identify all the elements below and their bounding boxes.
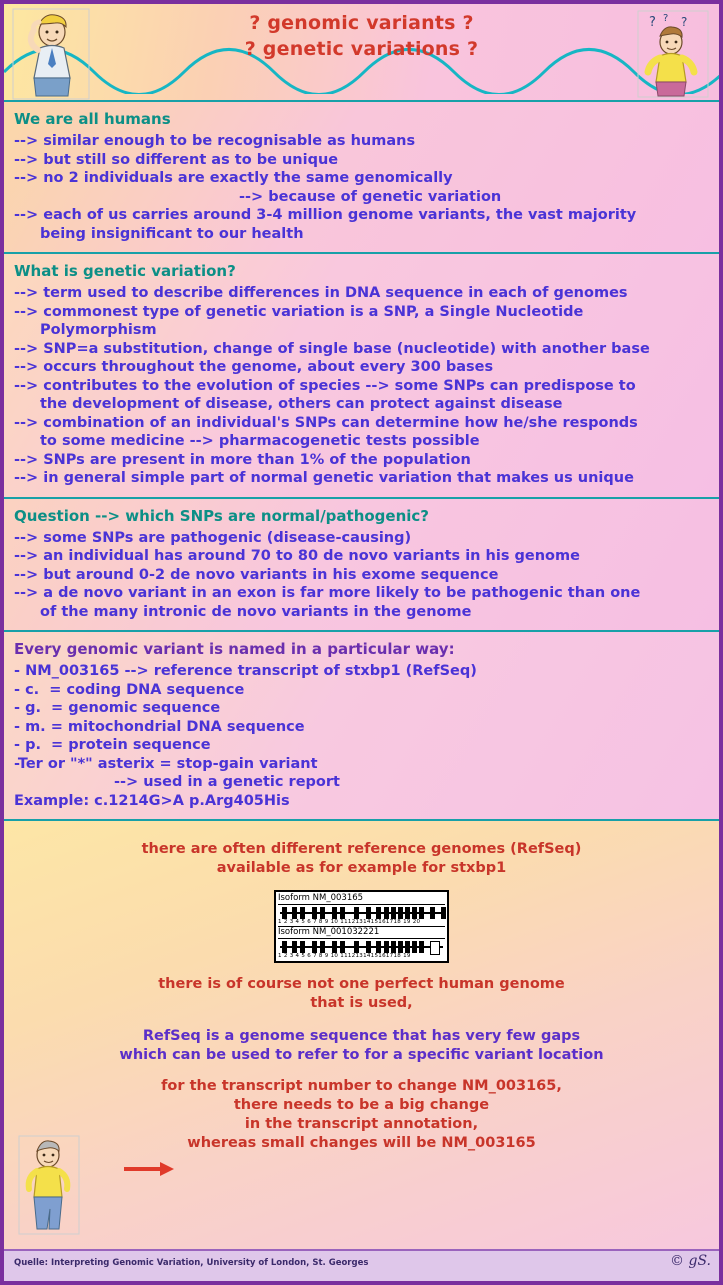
exon [384, 941, 389, 953]
section-refseq-explanation [4, 819, 719, 1251]
exon [354, 941, 359, 953]
exon [292, 907, 297, 919]
section-3-line-1: --> some SNPs are pathogenic (disease-causing) [14, 529, 412, 546]
bottom-red-block-3 [14, 1077, 709, 1153]
section-4-line-8: Example: c.1214G>A p.Arg405His [14, 792, 290, 809]
section-2-line-3: Polymorphism [40, 322, 157, 338]
footer-bar [4, 1249, 719, 1281]
isoform-2-label: Isoform NM_001032221 [278, 926, 445, 939]
exon [398, 907, 403, 919]
exon [419, 907, 424, 919]
section-3-line-5: of the many intronic de novo variants in the genome [40, 603, 472, 620]
section-2-line-4: --> SNP=a substitution, change of single base (nucleotide) with another base [14, 340, 650, 357]
section-4-heading: Every genomic variant is named in a particular way: [14, 640, 455, 658]
header-title-line1: ? genomic variants ? [249, 12, 474, 34]
exon [441, 907, 446, 919]
bottom-red-1-line-2: available as for example for stxbp1 [216, 860, 507, 876]
section-2-heading: What is genetic variation? [14, 262, 236, 280]
footer-source-text: Quelle: Interpreting Genomic Variation, University of London, St. Georges [14, 1258, 369, 1268]
header-band [4, 4, 719, 100]
section-2-line-6: --> contributes to the evolution of species --> some SNPs can predispose to [14, 377, 636, 394]
bottom-red-1-line-1: there are often different reference genomes (RefSeq) [141, 841, 582, 857]
bottom-red-block-2 [14, 975, 709, 1013]
header-titles [4, 10, 719, 62]
section-2-line-1: --> term used to describe differences in DNA sequence in each of genomes [14, 285, 628, 301]
section-question-snps [4, 497, 719, 631]
bottom-purple-line-2: which can be used to refer to for a specific variant location [119, 1047, 604, 1063]
exon [282, 941, 287, 953]
exon [391, 941, 396, 953]
section-4-line-3: - g. = genomic sequence [14, 700, 221, 716]
bottom-red-3-line-4: whereas small changes will be NM_003165 [187, 1135, 536, 1151]
bottom-red-3-line-2: there needs to be a big change [233, 1097, 490, 1113]
section-4-line-2: - c. = coding DNA sequence [14, 681, 245, 698]
section-2-line-2: --> commonest type of genetic variation is a SNP, a Single Nucleotide [14, 303, 584, 320]
isoform-1-track [278, 907, 445, 919]
section-4-line-1: - NM_003165 --> reference transcript of stxbp1 (RefSeq) [14, 663, 477, 679]
section-1-line-4: --> because of genetic variation [239, 188, 502, 205]
section-variant-naming [4, 630, 719, 819]
exon [292, 941, 297, 953]
exon [398, 941, 403, 953]
svg-text:?: ? [663, 13, 669, 24]
exon [282, 907, 287, 919]
header-title-line2: ? genetic variations ? [244, 38, 479, 60]
isoform-diagram [274, 890, 449, 963]
section-1-heading: We are all humans [14, 110, 171, 128]
exon [405, 907, 410, 919]
exon [366, 941, 371, 953]
section-4-line-6: -Ter or "*" asterix = stop-gain variant [14, 755, 318, 772]
section-3-line-2: --> an individual has around 70 to 80 de novo variants in his genome [14, 548, 580, 564]
svg-text:?: ? [649, 15, 656, 30]
section-2-line-9: to some medicine --> pharmacogenetic tests possible [40, 433, 480, 449]
section-3-heading: Question --> which SNPs are normal/pathogenic? [14, 506, 430, 525]
red-arrow-icon [122, 1161, 174, 1177]
section-4-line-7: --> used in a genetic report [114, 774, 340, 790]
section-2-line-8: --> combination of an individual's SNPs can determine how he/she responds [14, 414, 638, 431]
isoform-2-ticks: 1 2 3 4 5 6 7 8 9 10 1112131415161718 19 [278, 953, 411, 959]
exon [340, 941, 345, 953]
bottom-red-2-line-1: there is of course not one perfect human genome [158, 976, 565, 992]
section-2-line-10: --> SNPs are present in more than 1% of the population [14, 451, 471, 468]
exon [320, 907, 325, 919]
exon [376, 907, 381, 919]
section-1-line-2: --> but still so different as to be unique [14, 151, 339, 168]
bottom-purple-block [14, 1027, 709, 1065]
section-what-is-genetic-variation [4, 252, 719, 497]
section-1-line-1: --> similar enough to be recognisable as humans [14, 133, 416, 149]
exon [419, 941, 424, 953]
section-2-line-7: the development of disease, others can protect against disease [40, 396, 563, 412]
bottom-red-block-1 [14, 840, 709, 878]
exon [391, 907, 396, 919]
section-1-line-6: being insignificant to our health [40, 225, 304, 242]
section-3-line-4: --> a de novo variant in an exon is far more likely to be pathogenic than one [14, 585, 641, 601]
section-2-line-11: --> in general simple part of normal genetic variation that makes us unique [14, 470, 634, 486]
exon-utr [430, 941, 440, 955]
exon [332, 941, 337, 953]
exon [384, 907, 389, 919]
exon [412, 941, 417, 953]
exon [300, 907, 305, 919]
exon [312, 941, 317, 953]
exon [312, 907, 317, 919]
exon [340, 907, 345, 919]
section-4-line-5: - p. = protein sequence [14, 737, 211, 753]
footer-signature: © gS. [670, 1253, 711, 1269]
exon [320, 941, 325, 953]
section-4-line-4: - m. = mitochondrial DNA sequence [14, 718, 305, 735]
section-1-line-5: --> each of us carries around 3-4 million genome variants, the vast majority [14, 207, 637, 223]
section-1-line-3: --> no 2 individuals are exactly the same genomically [14, 170, 453, 186]
bottom-purple-line-1: RefSeq is a genome sequence that has very few gaps [142, 1028, 581, 1044]
exon [332, 907, 337, 919]
exon [354, 907, 359, 919]
svg-text:?: ? [681, 15, 688, 29]
section-3-line-3: --> but around 0-2 de novo variants in his exome sequence [14, 566, 499, 583]
exon [430, 907, 435, 919]
bottom-red-3-line-3: in the transcript annotation, [244, 1116, 479, 1132]
section-we-are-all-humans [4, 100, 719, 252]
isoform-1-label: Isoform NM_003165 [278, 893, 445, 905]
bottom-red-2-line-2: that is used, [310, 995, 413, 1011]
section-2-line-5: --> occurs throughout the genome, about every 300 bases [14, 359, 494, 375]
exon [300, 941, 305, 953]
exon [405, 941, 410, 953]
exon [376, 941, 381, 953]
person-bottom-doodle-icon [18, 1135, 80, 1235]
isoform-2-track [278, 941, 445, 953]
isoform-1-ticks: 1 2 3 4 5 6 7 8 9 10 1112131415161718 19 20 [278, 919, 421, 925]
exon [412, 907, 417, 919]
exon [366, 907, 371, 919]
bottom-red-3-line-1: for the transcript number to change NM_003165, [161, 1078, 562, 1094]
